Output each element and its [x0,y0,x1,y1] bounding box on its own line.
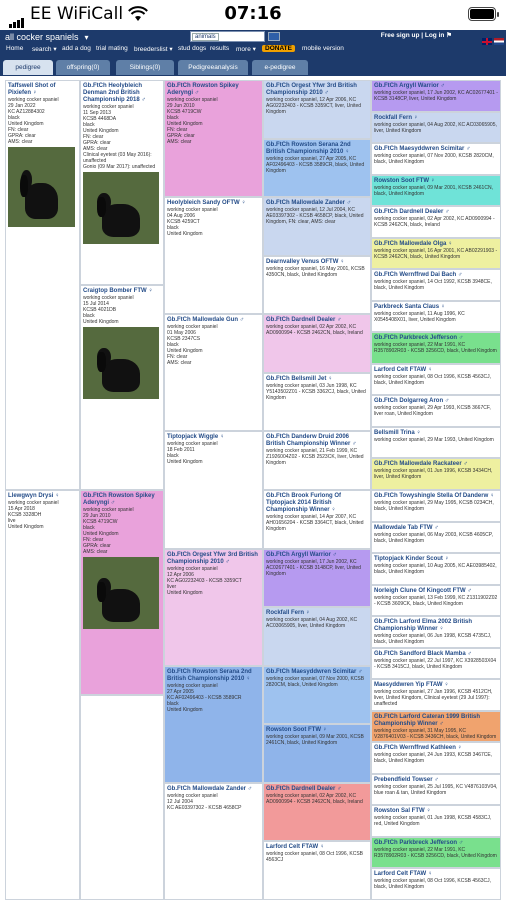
search-scope-select[interactable]: animals [192,33,219,41]
dog-name-link[interactable]: Taffswell Shot of Pixiefen ♀ [8,83,56,96]
dog-info: working cocker spaniel, 12 Jul 2004, KC AE03397302 - KCSB 4658CP, black, United Kingdom, FN: clear, AMS: clear [266,207,364,226]
dog-name-link[interactable]: Gb.FtCh Orgest Yfwr 3rd British Championship 2010 ♂ [266,83,357,96]
dog-name-link[interactable]: Gb.FtCh Dardnell Dealer ♂ [266,317,342,324]
dog-info: working cocker spaniel, 09 Mar 2001, KCSB 2461CN, black, United Kingdom [266,734,364,747]
dog-name-link[interactable]: Gb.FtCh Mallowdale Olga ♀ [374,240,453,247]
dog-name-link[interactable]: Gb.FtCh Sandford Black Mamba ♂ [374,650,472,657]
dog-info: working cocker spaniel 04 Aug 2006 KCSB 4259CT black United Kingdom [167,207,218,238]
pedigree-cell[interactable] [371,143,501,175]
dog-name-link[interactable]: Gb.FtCh Orgest Yfwr 3rd British Championship 2010 ♂ [167,551,258,565]
dog-name-link[interactable]: Gb.FtCh Rowston Spikey Aderyngi ♂ [83,493,155,506]
dog-name-link[interactable]: Rowston Sal FTW ♀ [374,808,431,815]
dog-info: working cocker spaniel, 08 Oct 1996, KCSB 4563CJ, black, United Kingdom [374,878,492,891]
pedigree-cell[interactable] [80,490,164,695]
pedigree-cell[interactable] [371,585,501,617]
dog-info: working cocker spaniel 29 Jun 2010 KCSB 4719CW black United Kingdom FN: clear GPRA: clear AMS: clear [167,97,218,145]
pedigree-cell[interactable] [263,724,371,783]
user-icon[interactable]: ⚑ [446,32,452,39]
dog-name-link[interactable]: Gb.FtCh Danderw Druid 2006 British Championship Winner ♂ [266,434,357,448]
dog-name-link[interactable]: Gb.FtCh Larford Cateran 1999 British Championship Winner ♂ [374,713,481,727]
dog-name-link[interactable]: Gb.FtCh Bellsmill Jet ♀ [266,375,333,382]
dog-name-link[interactable]: Gb.FtCh Larford Elma 2002 British Championship Winner ♀ [374,619,473,633]
dog-name-link[interactable]: Gb.FtCh Heolybleich Denman 2nd British Championship 2018 ♂ [83,83,146,103]
pedigree-cell[interactable] [263,314,371,373]
dog-info: working cocker spaniel, 01 Jun 1998, KCSB 4583CJ, red, United Kingdom [374,815,492,828]
dog-info: working cocker spaniel 15 Apr 2018 KCSB 3328DH live United Kingdom [8,500,59,530]
tab-e-pedigree[interactable]: e-pedigree [252,60,308,75]
pedigree-cell[interactable] [164,666,263,783]
dog-info: working cocker spaniel 15 Jul 2014 KCSB 4021DB black United Kingdom [83,295,134,325]
dog-name-link[interactable]: Dearnvalley Venus OFTW ♀ [266,258,345,265]
dog-info: working cocker spaniel 27 Apr 2005 KC AF02496403 - KCSB 3589CR black United Kingdom [167,682,242,713]
pedigree-cell[interactable] [263,841,371,900]
dog-name-link[interactable]: Parkbreck Santa Claus ♀ [374,303,446,310]
dog-photo[interactable] [8,147,75,227]
dog-ear [97,197,106,217]
pedigree-cell[interactable] [371,364,501,396]
carrier-label: EE WiFiCall [30,4,124,24]
dog-name-link[interactable]: Craigtop Bomber FTW ♀ [83,288,153,294]
nav-results[interactable]: results [210,45,230,52]
tab-pedigreeanalysis[interactable]: Pedigreeanalysis [178,60,248,75]
dog-info: working cocker spaniel, 04 Aug 2002, KC AC03065905, liver, United Kingdom [374,121,497,134]
dog-name-link[interactable]: Tiptopjack Wiggle ♀ [167,434,225,441]
nav-home[interactable]: Home [6,45,24,52]
pedigree-cell[interactable] [371,868,501,900]
main-nav [0,44,506,56]
dog-name-link[interactable]: Gb.FtCh Mallowdale Zander ♂ [167,785,253,792]
dog-name-link[interactable]: Gb.FtCh Mallowdale Gun ♂ [167,317,245,324]
pedigree-table [0,80,506,900]
dog-info: working cocker spaniel, 14 Oct 1992, KCSB 3948CE, black, United Kingdom [374,279,492,292]
dog-name-link[interactable]: Maesyddwren Yip FTAW ♀ [374,682,449,689]
dog-name-link[interactable]: Mallowdale Tab FTW ♂ [374,524,439,531]
pedigree-cell[interactable] [371,837,501,869]
dog-info: working cocker spaniel 12 Jul 2004 KC AE03397302 - KCSB 4658CP [167,792,242,811]
dog-name-link[interactable]: Rowston Soot FTW ♀ [374,177,436,184]
dog-name-link[interactable]: Gb.FtCh Mallowdale Zander ♂ [266,200,352,207]
dog-info: working cocker spaniel, 22 Jul 1997, KC X3928503X04 - KCSB 3415CJ, black, United Kingdom [374,657,497,670]
nav-stud-dogs[interactable]: stud dogs [178,45,207,52]
dog-info: working cocker spaniel 18 Feb 2011 black United Kingdom [167,441,218,466]
pedigree-cell[interactable] [80,695,164,900]
dog-info: working cocker spaniel, 27 Jan 1996, KCSB 4512CH, liver, United Kingdom, Clinical eyetest (29 Jul 1997): unaffected [374,689,493,708]
dog-name-link[interactable]: Larford Celt FTAW ♀ [374,871,433,878]
pedigree-cell[interactable] [80,285,164,490]
pedigree-cell[interactable] [371,301,501,333]
dog-info: working cocker spaniel, 21 Feb 1999, KC Z1926004Z02 - KCSB 2523CK, liver, United Kingdom [266,448,364,467]
dog-info: working cocker spaniel, 04 Aug 2002, KC AC03065905, liver, United Kingdom [266,617,358,630]
search-input[interactable] [190,31,265,42]
donate-button[interactable]: DONATE [262,45,295,52]
dog-name-link[interactable]: Larford Celt FTAW ♀ [374,366,433,373]
pedigree-cell[interactable] [80,80,164,285]
pedigree-cell[interactable] [5,490,80,900]
mobile-version-link[interactable]: mobile version [302,45,344,52]
dog-silhouette [25,183,59,219]
pedigree-cell[interactable] [263,666,371,725]
dog-name-link[interactable]: Prebendfield Towser ♂ [374,776,439,783]
pedigree-cell[interactable] [371,522,501,554]
dog-info: working cocker spaniel, 24 Jun 1993, KCSB 3467CE, black, United Kingdom [374,752,493,765]
pedigree-cell[interactable] [371,553,501,585]
dog-silhouette [102,359,140,391]
search-button[interactable] [268,32,280,41]
dog-name-link[interactable]: Gb.FtCh Rowston Spikey Aderyngi ♂ [167,83,239,96]
dog-info: working cocker spaniel, 17 Jun 2002, KC AC02677401 - KCSB 3148CP, liver, United Kingdom [266,558,361,577]
dog-name-link[interactable]: Rockfall Fern ♀ [374,114,419,121]
status-bar [0,0,506,30]
pedigree-cell[interactable] [263,607,371,666]
pedigree-cell[interactable] [263,490,371,549]
pedigree-cell[interactable] [263,197,371,256]
dog-name-link[interactable]: Gb.FtCh Brook Furlong Of Tiptopjack 2014 British Championship Winner ♀ [266,493,341,513]
dog-info: working cocker spaniel, 12 Apr 2006, KC AG02232403 - KCSB 3359CT, liver, United Kingdom [266,97,362,115]
dog-name-link[interactable]: Gb.FtCh Maesyddwren Scimitar ♂ [374,146,471,153]
pedigree-cell[interactable] [371,80,501,112]
pedigree-cell[interactable] [371,648,501,680]
dog-name-link[interactable]: Gb.FtCh Wernffrwd Dai Bach ♂ [374,272,463,279]
pedigree-cell[interactable] [371,458,501,490]
dog-info: working cocker spaniel, 08 Oct 1996, KCSB 4563CJ [266,851,363,864]
dog-photo[interactable] [83,557,159,629]
pedigree-cell[interactable] [371,490,501,522]
dog-info: working cocker spaniel, 27 Apr 2005, KC AF02496403 - KCSB 3589CR, black, United Kingdom [266,155,365,174]
pedigree-cell[interactable] [164,314,263,431]
dog-info: working cocker spaniel, 25 Jul 1995, KC V4876103V04, blue roan & tan, United Kingdom [374,783,498,796]
pedigree-cell[interactable] [164,197,263,314]
dog-info: working cocker spaniel, 09 Mar 2001, KCSB 2461CN, black, United Kingdom [374,184,493,197]
pedigree-cell[interactable] [371,711,501,743]
pedigree-cell[interactable] [263,139,371,198]
dog-info: working cocker spaniel, 13 Feb 1999, KC Z1311902Z02 - KCSB 3609CK, black, United Kingdom [374,594,498,607]
nav-add-dog[interactable]: add a dog [62,45,91,52]
pedigree-cell[interactable] [371,679,501,711]
login-link[interactable]: Log in [424,32,445,39]
tab-pedigree[interactable]: pedigree [3,60,53,75]
pedigree-cell[interactable] [5,80,80,490]
dog-name-link[interactable]: Gb.FtCh Mallowdale Rackateer ♂ [374,461,468,468]
dog-name-link[interactable]: Gb.FtCh Dardnell Dealer ♂ [266,785,342,792]
pedigree-cell[interactable] [371,175,501,207]
dog-ear [97,352,106,372]
dog-name-link[interactable]: Gb.FtCh Rowston Serana 2nd British Championship 2010 ♀ [167,668,252,682]
dog-silhouette [102,204,140,236]
dog-photo[interactable] [83,172,159,244]
battery-icon [468,7,496,21]
dog-name-link[interactable]: Gb.FtCh Towyshingle Stella Of Danderw ♀ [374,493,495,499]
pedigree-cell[interactable] [164,431,263,548]
dog-name-link[interactable]: Tiptopjack Kinder Scout ♀ [374,556,450,563]
nav-search[interactable]: search ▾ [32,46,57,53]
dog-info: working cocker spaniel, 31 May 1995, KC V2876401V03 - KCSB 3436CH, black, United Kingdom [374,727,497,740]
dog-name-link[interactable]: Gb.FtCh Wernffrwd Kathleen ♀ [374,745,463,752]
dog-name-link[interactable]: Gb.FtCh Argyll Warrior ♂ [374,83,446,89]
dog-info: working cocker spaniel, 02 Apr 2002, KC AD0900994 - KCSB 2462CN, black, Ireland [266,792,363,805]
dog-info: working cocker spaniel, 22 Mar 1991, KC R3578902R03 - KCSB 3256CD, black, United Kingdom [374,342,497,355]
pedigree-cell[interactable] [371,206,501,238]
dog-info: working cocker spaniel, 03 Jun 1998, KC Y5143502Z01 - KCSB 3362CJ, black, United Kingdom [266,382,366,401]
dog-name-link[interactable]: Bellsmill Trina ♀ [374,429,421,436]
pedigree-cell[interactable] [371,269,501,301]
dog-info: working cocker spaniel, 02 Apr 2002, KC AD0900994 - KCSB 2462CN, black, Ireland [374,216,495,229]
dog-name-link[interactable]: Gb.FtCh Parkbreck Jefferson ♂ [374,839,464,846]
dog-info: working cocker spaniel 01 May 2006 KCSB 2347CS black United Kingdom FN: clear AMS: clear [167,324,218,367]
pedigree-cell[interactable] [371,427,501,459]
dog-info: working cocker spaniel 29 Jan 2022 KC AZ12884302 black United Kingdom FN: clear GPRA: clear AMS: clear [8,97,59,145]
dog-info: working cocker spaniel 11 Sep 2013 KCSB 4468DA black United Kingdom FN: clear GPRA: clear AMS: clear Clinical eyetest (03 May 2016): unaffected Gonio (09 Mar 2017): unaffected [83,104,156,170]
dog-name-link[interactable]: Gb.FtCh Maesyddwren Scimitar ♂ [266,668,363,675]
dog-info: working cocker spaniel, 22 Mar 1991, KC R3578902R03 - KCSB 3256CD, black, United Kingdom [374,846,497,859]
tab-bar [0,58,506,76]
nav-breederslist[interactable]: breederslist ▾ [134,46,173,53]
tab-siblings[interactable]: Siblings(0) [116,60,174,75]
dog-info: working cocker spaniel, 07 Nov 2000, KCSB 2820CM, black, United Kingdom [374,153,494,166]
dog-name-link[interactable]: Larford Celt FTAW ♀ [266,844,325,851]
dog-name-link[interactable]: Llewgwyn Drysi ♀ [8,493,60,499]
dog-photo[interactable] [83,327,159,399]
dog-info: working cocker spaniel, 07 Nov 2000, KCSB 2820CM, black, United Kingdom [266,675,365,688]
dog-info: working cocker spaniel 12 Apr 2006 KC AG02232403 - KCSB 3359CT liver United Kingdom [167,565,242,596]
pedigree-cell[interactable] [371,742,501,774]
pedigree-cell[interactable] [371,395,501,427]
dog-info: working cocker spaniel, 14 Apr 2007, KC AH01656204 - KCSB 3364CT, black, United Kingdom [266,514,364,532]
pedigree-cell[interactable] [371,332,501,364]
account-links: Free sign up | Log in ⚑ [380,32,452,39]
pedigree-cell[interactable] [371,616,501,648]
dog-info: working cocker spaniel, 06 May 2003, KCSB 4605CP, black, United Kingdom [374,531,493,544]
dog-info: working cocker spaniel, 06 Jun 1998, KCSB 4735CJ, black, United Kingdom [374,633,492,646]
dog-info: working cocker spaniel, 16 May 2001, KCSB 4350CN, black, United Kingdom [266,265,365,278]
dog-info: working cocker spaniel, 29 May 1995, KCSB 0234CH, black, United Kingdom [374,500,494,512]
pedigree-cell[interactable] [263,256,371,315]
dog-info: working cocker spaniel, 10 Aug 2005, KC AE03985402, black, United Kingdom [374,563,497,576]
nav-more[interactable]: more ▾ [236,46,256,53]
dog-silhouette [102,589,140,621]
dog-info: working cocker spaniel 29 Jun 2010 KCSB 4719CW black United Kingdom FN: clear GPRA: clear AMS: clear [83,507,134,555]
breed-select[interactable]: all cocker spaniels ▾ [5,32,89,42]
pedigree-cell[interactable] [263,783,371,842]
pedigree-cell[interactable] [263,373,371,432]
dog-name-link[interactable]: Gb.FtCh Argyll Warrior ♂ [266,551,338,558]
signup-link[interactable]: Free sign up [380,32,420,39]
dog-ear [20,175,28,197]
pedigree-cell[interactable] [263,80,371,139]
dog-info: working cocker spaniel, 02 Apr 2002, KC AD0900994 - KCSB 2462CN, black, Ireland [266,324,363,337]
tab-offspring[interactable]: offspring(0) [56,60,110,75]
dog-info: working cocker spaniel, 29 Mar 1993, United Kingdom [374,436,494,443]
dog-info: working cocker spaniel, 16 Apr 2001, KC AB02291903 - KCSB 2462CN, black, United Kingdom [374,247,498,260]
dog-name-link[interactable]: Gb.FtCh Parkbreck Jefferson ♂ [374,335,464,342]
dog-ear [97,582,106,602]
nav-trial-mating[interactable]: trial mating [96,45,128,52]
clock: 07:16 [224,3,282,24]
dog-info: working cocker spaniel, 29 Apr 1993, KCSB 3667CF, liver roan, United Kingdom [374,405,491,418]
dog-name-link[interactable]: Rockfall Fern ♀ [266,610,311,617]
pedigree-cell[interactable] [164,80,263,197]
pedigree-cell[interactable] [263,549,371,608]
pedigree-cell[interactable] [371,805,501,837]
dog-name-link[interactable]: Rowston Soot FTW ♀ [266,727,328,734]
dog-info: working cocker spaniel, 11 Aug 1996, KC X0545408X01, liver, United Kingdom [374,310,465,323]
dog-name-link[interactable]: Gb.FtCh Dolgarreg Aron ♂ [374,398,450,405]
pedigree-cell[interactable] [164,783,263,900]
dog-info: working cocker spaniel, 17 Jun 2002, KC AC02677401 - KCSB 3148CP, liver, United Kingdom [374,90,498,102]
dog-name-link[interactable]: Heolybleich Sandy OFTW ♀ [167,200,246,207]
pedigree-cell[interactable] [164,549,263,666]
pedigree-cell[interactable] [371,774,501,806]
pedigree-cell[interactable] [263,431,371,490]
dog-info: working cocker spaniel, 08 Oct 1996, KCSB 4563CJ, black, United Kingdom [374,373,492,386]
dog-info: working cocker spaniel, 01 Jun 1996, KCSB 3434CH, liver, United Kingdom [374,468,493,481]
dog-name-link[interactable]: Gb.FtCh Rowston Serana 2nd British Championship 2010 ♀ [266,141,351,155]
pedigree-cell[interactable] [371,238,501,270]
pedigree-cell[interactable] [371,112,501,144]
dog-name-link[interactable]: Gb.FtCh Dardnell Dealer ♂ [374,209,450,216]
dog-name-link[interactable]: Norleigh Clune Of Kingcott FTW ♂ [374,587,472,594]
